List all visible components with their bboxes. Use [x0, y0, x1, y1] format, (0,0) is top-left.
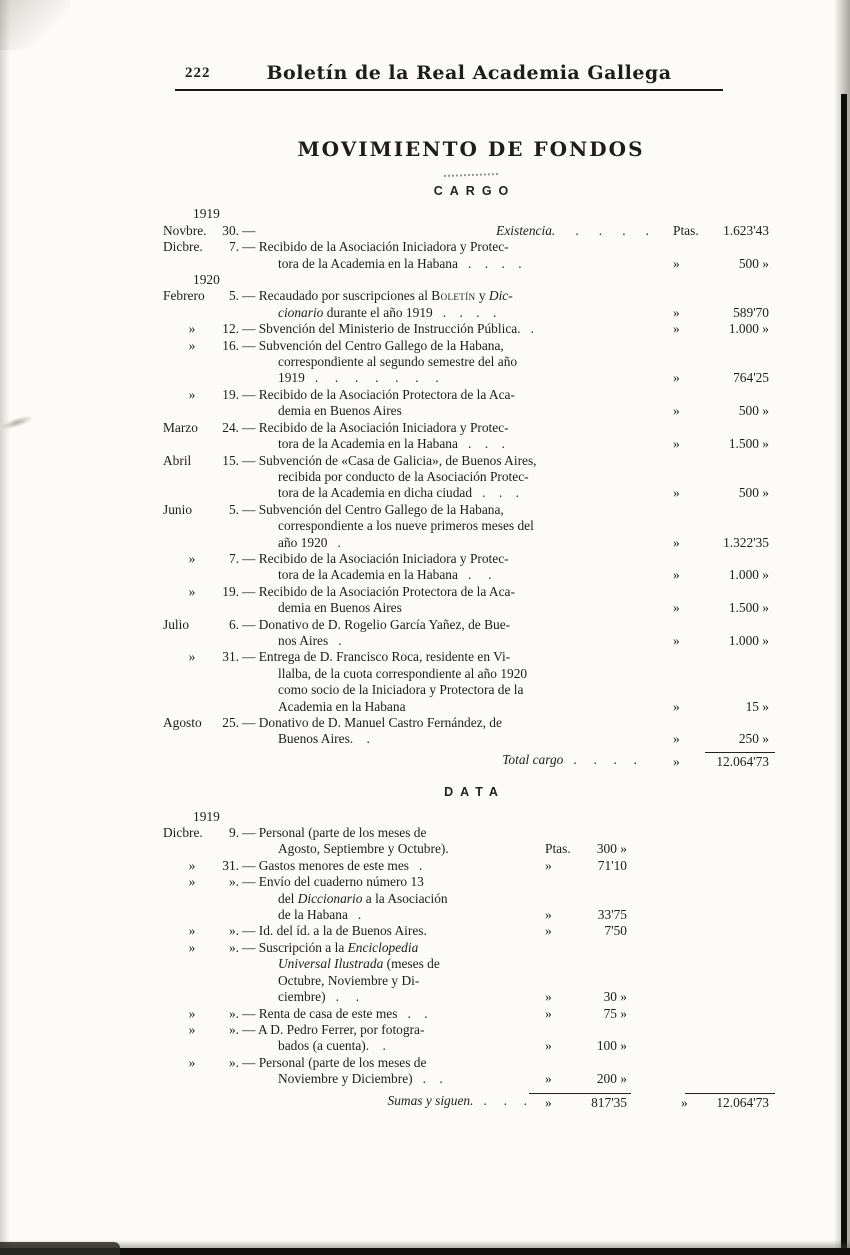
text-segment: — Id. del íd. a la de Buenos Aires. — [242, 923, 427, 939]
amount: 1.000 » — [728, 567, 769, 583]
entry-day: 15. — [222, 452, 239, 468]
currency-symbol: » — [545, 923, 552, 939]
currency-symbol: » — [545, 1005, 552, 1021]
entry-month: » — [188, 857, 196, 873]
text-segment: Universal Ilustrada — [278, 956, 384, 972]
currency-symbol: Ptas. — [673, 222, 699, 238]
currency-symbol: » — [673, 731, 680, 747]
currency-symbol: » — [545, 1038, 552, 1054]
text-line — [242, 633, 649, 649]
text-segment: Dic- — [488, 288, 513, 304]
ledger-entry-row — [163, 874, 779, 923]
entry-day: ». — [228, 1021, 239, 1037]
text-line — [242, 256, 649, 272]
text-segment: 1919 . . . . . . . — [278, 370, 439, 386]
entry-month: » — [188, 1021, 196, 1037]
entry-day: 31. — [222, 857, 239, 873]
entry-description — [239, 617, 649, 650]
ledger-entry-row — [163, 858, 779, 874]
text-segment: — Envío del cuaderno número 13 — [242, 874, 424, 890]
entry-description — [239, 338, 649, 387]
text-segment: demia en Buenos Aires — [278, 403, 402, 419]
text-segment: Sumas y siguen. — [387, 1092, 474, 1108]
entry-month: Agosto — [163, 715, 202, 730]
amount: 33'75 — [597, 907, 627, 923]
entry-description — [239, 1093, 529, 1111]
text-segment: tora de la Academia en la Habana . . . — [278, 436, 505, 452]
text-segment: bados (a cuenta). . — [278, 1038, 386, 1054]
ledger-entry-row — [163, 223, 779, 239]
text-segment: . . . . — [563, 751, 637, 767]
text-line — [242, 989, 529, 1005]
text-line — [242, 874, 529, 890]
text-line — [242, 858, 529, 874]
entry-day: 30. — [222, 222, 239, 238]
currency-symbol: » — [529, 1093, 569, 1111]
text-segment: tora de la Academia en la Habana . . . . — [278, 255, 522, 271]
year-label: 1919 — [193, 808, 220, 824]
text-line — [242, 731, 649, 747]
text-line — [242, 354, 649, 370]
currency-symbol-total: » — [681, 1094, 688, 1110]
entry-day: 9. — [228, 825, 239, 841]
entry-day: 12. — [222, 321, 239, 337]
text-line — [242, 469, 649, 485]
ledger-entry-row — [163, 584, 779, 617]
entry-day: 31. — [222, 649, 239, 665]
entry-month: » — [188, 550, 196, 566]
text-line — [242, 518, 649, 534]
ledger-sheet — [163, 128, 779, 1111]
entry-description — [239, 649, 649, 715]
text-segment: recibida por conducto de la Asociación Protec- — [278, 468, 529, 484]
amount: 1.500 » — [728, 436, 769, 452]
text-line — [242, 584, 649, 600]
currency-symbol: » — [673, 321, 680, 337]
text-line — [242, 715, 649, 731]
dot-leader-gap — [259, 223, 496, 239]
text-line — [242, 535, 649, 551]
text-line — [242, 1055, 529, 1071]
text-segment: — Gastos menores de este mes . — [242, 857, 423, 873]
amount: 75 » — [603, 1005, 627, 1021]
text-line — [242, 485, 649, 501]
amount: 764'25 — [733, 370, 769, 386]
ledger-entry-row — [163, 649, 779, 715]
journal-title: Boletín de la Real Academia Gallega — [266, 62, 672, 84]
text-line — [242, 907, 529, 923]
amount: 817'35 — [569, 1093, 631, 1111]
entry-description — [239, 1055, 529, 1088]
currency-symbol: » — [673, 698, 680, 714]
amount: 30 » — [603, 989, 627, 1005]
text-segment: — Subvención del Centro Gallego de la Habana, — [242, 337, 504, 353]
text-line — [242, 682, 649, 698]
entry-month — [163, 1093, 211, 1111]
text-line — [242, 288, 649, 304]
text-line — [242, 1093, 529, 1109]
entry-month: » — [188, 939, 196, 955]
text-segment: — Recibido de la Asociación Iniciadora y Protec- — [242, 550, 509, 566]
entry-month: » — [188, 583, 196, 599]
scan-corner-shadow — [0, 0, 70, 50]
amount: 1.000 » — [728, 321, 769, 337]
text-line — [242, 453, 649, 469]
text-segment: — Recibido de la Asociación Protectora de la Aca- — [242, 386, 515, 402]
text-segment: cionario — [278, 304, 324, 320]
text-segment: — Recibido de la Asociación Iniciadora y Protec- — [242, 419, 509, 435]
entry-description — [239, 502, 649, 551]
text-segment: — Sbvención del Ministerio de Instrucción Pública. . — [242, 321, 534, 337]
ledger-entry-row — [163, 321, 779, 337]
ledger-entry-row — [163, 940, 779, 1006]
amount: 250 » — [738, 731, 769, 747]
entry-day: 5. — [228, 288, 239, 304]
text-line — [242, 600, 649, 616]
text-line — [242, 973, 529, 989]
text-segment: — Suscripción a la — [242, 939, 348, 955]
text-segment: durante el año 1919 . . . . — [323, 304, 497, 320]
scan-right-edge-line — [841, 94, 847, 1255]
text-segment: correspondiente al segundo semestre del año — [278, 354, 518, 370]
entry-day: 24. — [222, 419, 239, 435]
ledger-entry-row — [163, 923, 779, 939]
entry-description — [239, 387, 649, 420]
currency-symbol: » — [673, 304, 680, 320]
text-segment: a la Asociación — [362, 890, 448, 906]
entry-month: Marzo — [163, 419, 198, 435]
total-row — [163, 752, 779, 770]
entry-description — [239, 940, 529, 1006]
text-line — [242, 223, 649, 239]
text-segment: — Donativo de D. Rogelio García Yañez, de Bue- — [242, 616, 511, 632]
text-line — [242, 1038, 529, 1054]
text-segment: — A D. Pedro Ferrer, por fotogra- — [242, 1021, 425, 1037]
ledger-entry-row — [163, 338, 779, 387]
amount: 500 » — [738, 485, 769, 501]
entry-month: » — [188, 649, 196, 665]
data-rows — [163, 809, 779, 1111]
text-line — [242, 1071, 529, 1087]
ledger-entry-row — [163, 715, 779, 748]
text-line — [242, 825, 529, 841]
currency-symbol: » — [673, 632, 680, 648]
amount: 1.000 » — [728, 632, 769, 648]
entry-day: ». — [228, 1054, 239, 1070]
text-segment: año 1920 . — [278, 534, 341, 550]
currency-symbol: » — [545, 989, 552, 1005]
text-line — [242, 649, 649, 665]
entry-description — [239, 223, 649, 239]
amount: 7'50 — [604, 923, 627, 939]
ledger-entry-row — [163, 1055, 779, 1088]
text-segment: (meses de — [383, 956, 440, 972]
text-line — [242, 666, 649, 682]
text-line — [242, 321, 649, 337]
ledger-entry-row — [163, 420, 779, 453]
data-heading: DATA — [444, 785, 505, 800]
amount: 200 » — [596, 1071, 627, 1087]
entry-day — [211, 752, 239, 770]
amount: 100 » — [596, 1038, 627, 1054]
amount: 71'10 — [597, 857, 627, 873]
ledger-entry-row — [163, 453, 779, 502]
cargo-rows — [163, 206, 779, 770]
text-segment: Diccionario — [297, 890, 363, 906]
text-segment: Boletín — [431, 288, 476, 304]
page-number: 222 — [185, 65, 211, 81]
text-segment: nos Aires . — [278, 632, 342, 648]
text-segment: Enciclopedia — [347, 939, 419, 955]
entry-month: Dicbre. — [163, 239, 203, 255]
scan-bottom-edge-line — [0, 1248, 850, 1255]
text-line — [242, 420, 649, 436]
entry-description — [239, 825, 529, 858]
currency-symbol: » — [673, 485, 680, 501]
text-segment: . . . . — [555, 222, 649, 238]
ledger-entry-row — [163, 825, 779, 858]
entry-description — [239, 923, 529, 939]
text-segment: tora de la Academia en la Habana . . — [278, 567, 492, 583]
entry-description — [239, 1022, 529, 1055]
currency-symbol: » — [545, 857, 552, 873]
text-segment: Buenos Aires. . — [278, 731, 370, 747]
amount: 1.623'43 — [723, 222, 769, 238]
text-segment: y — [475, 288, 489, 304]
entry-description — [239, 1006, 529, 1022]
text-segment: llalba, de la cuota correspondiente al año 1920 — [278, 665, 528, 681]
entry-month: » — [188, 1054, 196, 1070]
text-segment: Academia en la Habana — [278, 698, 406, 714]
text-segment: ciembre) . . — [278, 989, 360, 1005]
text-line — [242, 752, 649, 768]
currency-symbol: » — [673, 600, 680, 616]
text-segment: — Recaudado por suscripciones al — [242, 288, 432, 304]
currency-symbol: » — [545, 1071, 552, 1087]
entry-month: Abril — [163, 452, 192, 468]
amount: 589'70 — [733, 304, 769, 320]
text-segment: correspondiente a los nueve primeros meses del — [278, 518, 534, 534]
text-segment: demia en Buenos Aires — [278, 600, 402, 616]
entry-description — [239, 321, 649, 337]
entry-month: » — [188, 337, 196, 353]
text-line — [242, 502, 649, 518]
entry-day: 19. — [222, 583, 239, 599]
text-segment: tora de la Academia en dicha ciudad . . . — [278, 485, 519, 501]
amount: 1.500 » — [728, 600, 769, 616]
ledger-entry-row — [163, 387, 779, 420]
currency-symbol: » — [673, 567, 680, 583]
text-segment: — Recibido de la Asociación Protectora de la Aca- — [242, 583, 515, 599]
text-segment: — Donativo de D. Manuel Castro Fernández, de — [242, 715, 502, 730]
text-line — [242, 567, 649, 583]
entry-month: » — [188, 923, 196, 939]
entry-month — [163, 752, 211, 770]
text-line — [242, 387, 649, 403]
currency-symbol: Ptas. — [545, 841, 571, 857]
entry-month: Junio — [163, 501, 193, 517]
amount: 1.322'35 — [723, 534, 769, 550]
text-line — [242, 699, 649, 715]
text-segment: — Renta de casa de este mes . . — [242, 1005, 428, 1021]
entry-description — [239, 715, 649, 748]
text-line — [242, 1006, 529, 1022]
text-line — [242, 891, 529, 907]
sums-row — [163, 1093, 779, 1111]
text-segment: Octubre, Noviembre y Di- — [278, 972, 420, 988]
entry-description — [239, 288, 649, 321]
amount: 12.064'73 — [705, 752, 775, 770]
cargo-heading: CARGO — [433, 184, 516, 198]
ledger-entry-row — [163, 1006, 779, 1022]
entry-description — [239, 420, 649, 453]
entry-month: Julio — [163, 616, 190, 632]
entry-day — [211, 1093, 239, 1111]
entry-description — [239, 858, 529, 874]
text-segment: — Entrega de D. Francisco Roca, residente en Vi- — [242, 649, 511, 665]
text-segment: como socio de la Iniciadora y Protectora de la — [278, 682, 524, 698]
entry-description — [239, 453, 649, 502]
entry-day: ». — [228, 939, 239, 955]
entry-description — [239, 551, 649, 584]
entry-description — [239, 584, 649, 617]
text-line — [242, 551, 649, 567]
entry-day: 16. — [222, 337, 239, 353]
year-label: 1920 — [193, 272, 220, 288]
amount-total: 12.064'73 — [685, 1093, 775, 1111]
journal-masthead — [175, 62, 723, 91]
text-line — [242, 617, 649, 633]
amount: 15 » — [745, 698, 769, 714]
text-segment: de la Habana . — [278, 907, 362, 923]
text-segment: — — [242, 222, 259, 238]
text-segment: Agosto, Septiembre y Octubre). — [278, 841, 449, 857]
text-line — [242, 338, 649, 354]
scan-bottom-left-smudge — [0, 1242, 120, 1255]
text-segment: Noviembre y Diciembre) . . — [278, 1071, 443, 1087]
year-label: 1919 — [193, 206, 220, 222]
ledger-entry-row — [163, 239, 779, 272]
document-title: MOVIMIENTO DE FONDOS — [297, 137, 645, 161]
entry-day: ». — [228, 874, 239, 890]
entry-day: 7. — [228, 239, 239, 255]
text-line — [242, 923, 529, 939]
entry-day: 5. — [228, 501, 239, 517]
entry-month: Febrero — [163, 288, 205, 304]
amount: 300 » — [596, 841, 627, 857]
amount: 500 » — [738, 255, 769, 271]
text-line — [242, 841, 529, 857]
entry-month: Dicbre. — [163, 825, 203, 841]
entry-day: 25. — [222, 715, 239, 730]
text-line — [242, 370, 649, 386]
currency-symbol: » — [545, 907, 552, 923]
entry-month: » — [188, 386, 196, 402]
entry-day: ». — [228, 1005, 239, 1021]
currency-symbol: » — [673, 403, 680, 419]
entry-month: » — [188, 874, 196, 890]
text-line — [242, 403, 649, 419]
entry-month: » — [188, 1005, 196, 1021]
entry-description — [239, 239, 649, 272]
text-line — [242, 1022, 529, 1038]
entry-day: 19. — [222, 386, 239, 402]
ornament-divider — [444, 173, 498, 180]
ledger-entry-row — [163, 1022, 779, 1055]
text-segment: — Recibido de la Asociación Iniciadora y Protec- — [242, 239, 509, 255]
text-line — [242, 305, 649, 321]
text-line — [242, 940, 529, 956]
scan-left-edge — [0, 0, 10, 1255]
amount: 500 » — [738, 403, 769, 419]
text-line — [242, 956, 529, 972]
currency-symbol: » — [673, 255, 680, 271]
text-segment: — Subvención del Centro Gallego de la Habana, — [242, 501, 504, 517]
text-line — [242, 239, 649, 255]
text-segment: del — [278, 890, 298, 906]
currency-symbol: » — [673, 436, 680, 452]
text-line — [242, 436, 649, 452]
text-segment: Existencia. — [496, 222, 556, 238]
ledger-entry-row — [163, 551, 779, 584]
currency-symbol: » — [673, 534, 680, 550]
ledger-entry-row — [163, 617, 779, 650]
ledger-entry-row — [163, 502, 779, 551]
text-segment: — Personal (parte de los meses de — [242, 1054, 427, 1070]
text-segment: — Personal (parte de los meses de — [242, 825, 427, 841]
entry-month: » — [188, 321, 196, 337]
text-segment: Total cargo — [502, 751, 564, 767]
entry-day: 7. — [228, 550, 239, 566]
ledger-entry-row — [163, 288, 779, 321]
currency-symbol: » — [673, 370, 680, 386]
text-segment: — Subvención de «Casa de Galicia», de Buenos Aires, — [242, 452, 537, 468]
entry-month: Novbre. — [163, 222, 207, 238]
entry-description — [239, 752, 649, 770]
entry-day: ». — [228, 923, 239, 939]
currency-symbol: » — [673, 753, 680, 769]
text-segment: . . . — [473, 1092, 527, 1108]
entry-day: 6. — [228, 616, 239, 632]
entry-description — [239, 874, 529, 923]
